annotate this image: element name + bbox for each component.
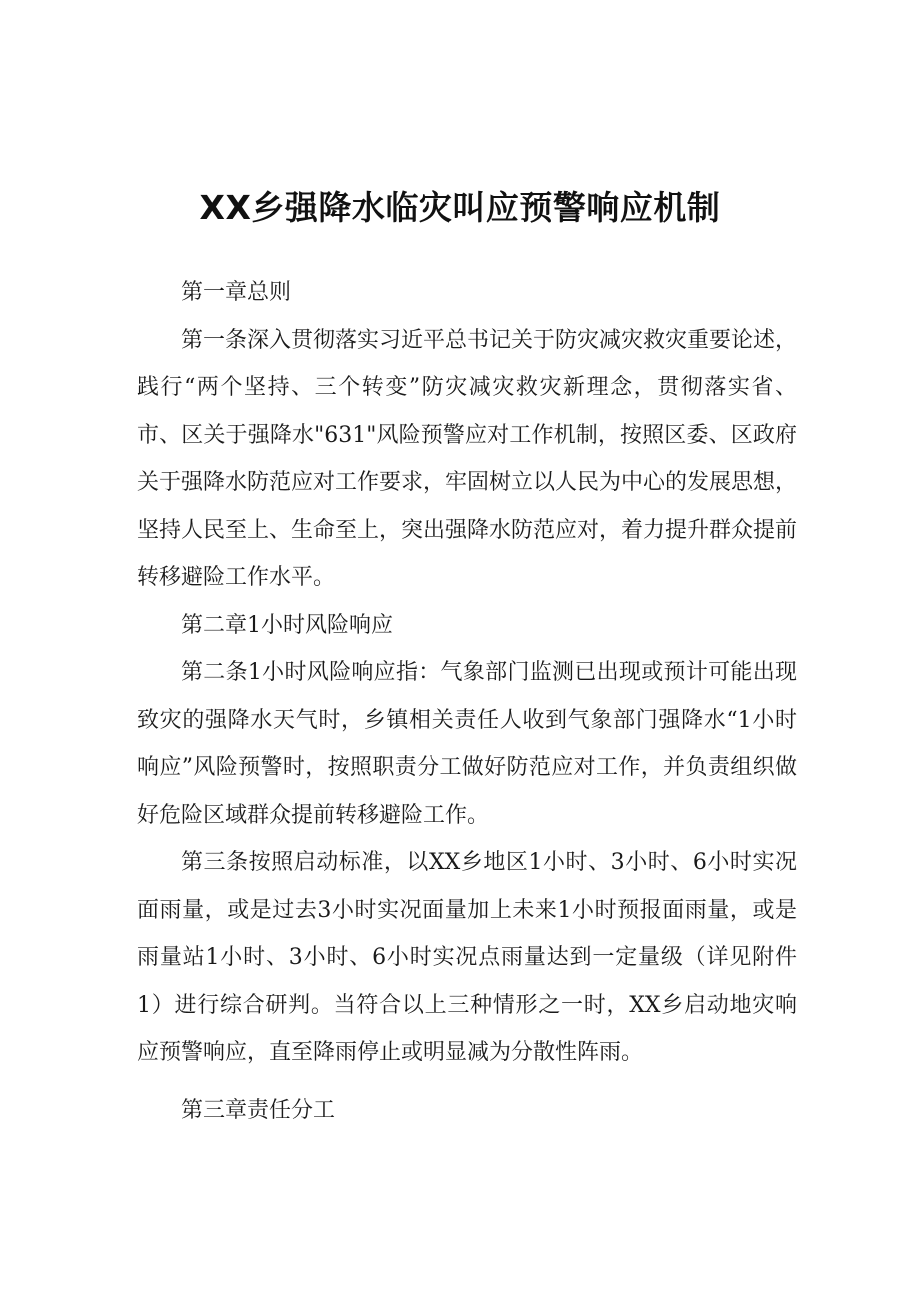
document-title: XX乡强降水临灾叫应预警响应机制: [199, 188, 721, 227]
document-body: [137, 269, 797, 1134]
chapter-2-heading: 第二章1小时风险响应: [181, 612, 393, 638]
article-1-paragraph: 第一条深入贯彻落实习近平总书记关于防灾减灾救灾重要论述，践行“两个坚持、三个转变”防灾减灾救灾新理念，贯彻落实省、市、区关于强降水"631"风险预警应对工作机制，按照区委、区政府关于强降水防范应对工作要求，牢固树立以人民为中心的发展思想，坚持人民至上、生命至上，突出强降水防范应对，着力提升群众提前转移避险工作水平。: [137, 327, 798, 590]
chapter-3-heading: 第三章责任分工: [181, 1097, 336, 1123]
chapter-1-heading: 第一章总则: [181, 280, 292, 305]
paragraph-gap: [137, 1077, 797, 1087]
article-3-paragraph: 第三条按照启动标准，以XX乡地区1小时、3小时、6小时实况面雨量，或是过去3小时实况面量加上未来1小时预报面雨量，或是雨量站1小时、3小时、6小时实况点雨量达到一定量级（详见附件1）进行综合研判。当符合以上三种情形之一时，XX乡启动地灾响应预警响应，直至降雨停止或明显减为分散性阵雨。: [137, 850, 797, 1065]
article-2-paragraph: 第二条1小时风险响应指：气象部门监测已出现或预计可能出现致灾的强降水天气时，乡镇相关责任人收到气象部门强降水“1小时响应”风险预警时，按照职责分工做好防范应对工作，并负责组织做好危险区域群众提前转移避险工作。: [137, 660, 797, 828]
